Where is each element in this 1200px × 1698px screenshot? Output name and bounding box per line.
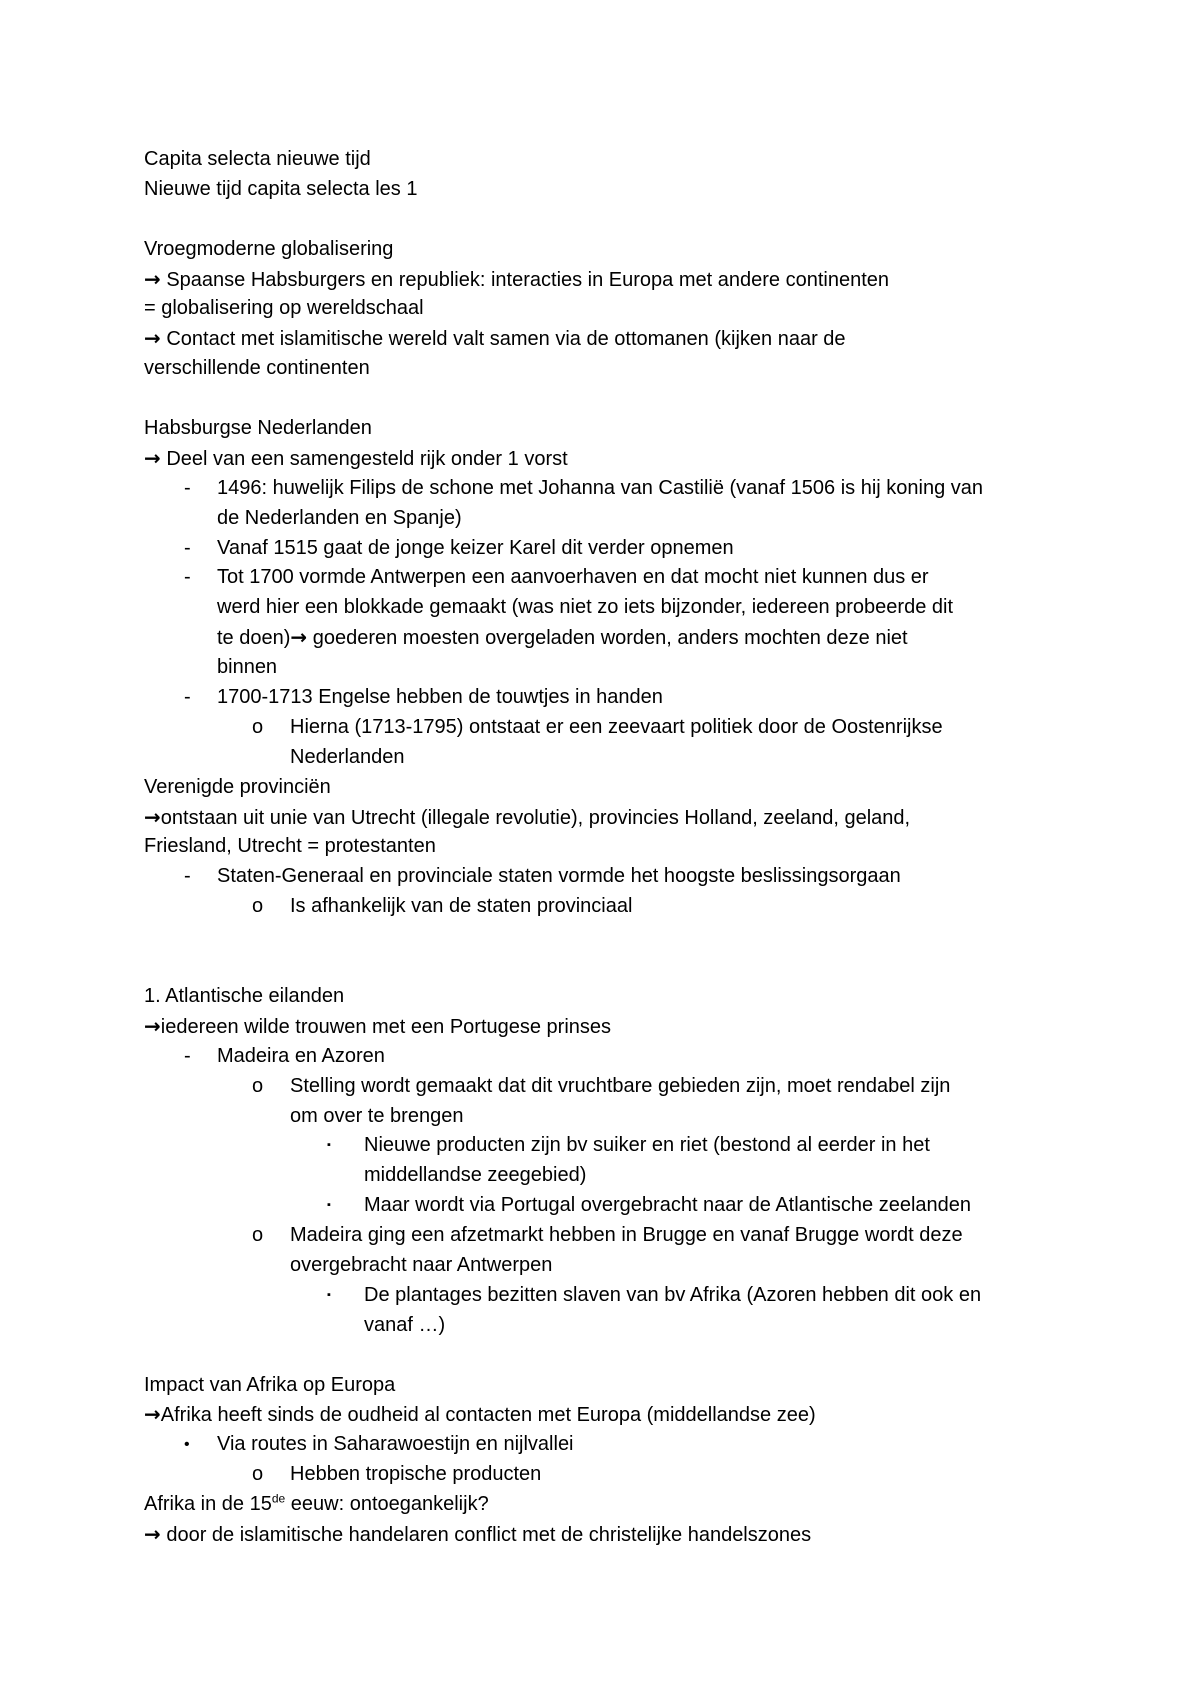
list-item-text: 1496: huwelijk Filips de schone met Johanna van Castilië (vanaf 1506 is hij koning van [217,476,984,499]
dash-bullet-icon: - [184,536,191,559]
blank-line [144,952,1074,982]
list-item [144,862,1074,892]
line-text: Afrika heeft sinds de oudheid al contacten met Europa (middellandse zee) [160,1404,816,1427]
text-line [144,324,1074,354]
line-text: Afrika in de 15 [144,1493,272,1516]
list-item-continuation: Nederlanden [290,745,405,768]
section-heading: 1. Atlantische eilanden [144,984,345,1007]
line-text: iedereen wilde trouwen met een Portugese prinses [160,1015,612,1038]
list-item [144,563,1074,593]
arrow-icon: → [144,266,161,291]
square-bullet-icon: ▪ [327,1288,331,1301]
sub-list-item [144,1221,1074,1251]
dash-bullet-icon: - [184,686,191,709]
list-item-text: Is afhankelijk van de staten provinciaal [290,895,633,918]
list-item-text: Via routes in Saharawoestijn en nijlvallei [217,1433,574,1456]
text-line: Friesland, Utrecht = protestanten [144,835,436,858]
section-heading: Habsburgse Nederlanden [144,417,372,440]
list-item-continuation: middellandse zeegebied) [364,1164,587,1187]
list-item-text: Madeira en Azoren [217,1044,385,1067]
list-item [144,534,1074,564]
list-item-text: Staten-Generaal en provinciale staten vormde het hoogste beslissingsorgaan [217,865,901,888]
line-text: goederen moesten overgeladen worden, anders mochten deze niet [312,627,908,650]
list-item-continuation [144,623,1074,653]
arrow-icon: → [144,804,161,829]
round-bullet-icon: • [184,1436,190,1454]
list-item-text: Maar wordt via Portugal overgebracht naar de Atlantische zeelanden [364,1194,972,1217]
dash-bullet-icon: - [184,865,191,888]
blank-line [144,384,1074,414]
square-bullet-icon: ▪ [327,1199,331,1212]
list-item [144,474,1074,504]
list-item [144,1430,1074,1460]
line-text: te doen) [217,627,291,650]
text-line [144,1012,1074,1042]
dash-bullet-icon: - [184,1044,191,1067]
arrow-icon: → [144,1521,161,1546]
list-item-continuation: om over te brengen [290,1104,464,1127]
list-item-text: Vanaf 1515 gaat de jonge keizer Karel dit verder opnemen [217,536,734,559]
list-item [144,683,1074,713]
superscript: de [271,1491,286,1506]
list-item-text: De plantages bezitten slaven van bv Afrika (Azoren hebben dit ook en [364,1283,982,1306]
doc-subtitle: Nieuwe tijd capita selecta les 1 [144,177,418,200]
circle-bullet-icon: o [252,1074,264,1097]
arrow-icon: → [144,1402,161,1427]
blank-line [144,205,1074,235]
list-item [144,1042,1074,1072]
line-text: Spaanse Habsburgers en republiek: interacties in Europa met andere continenten [166,268,890,291]
section-heading: Vroegmoderne globalisering [144,237,394,260]
line-text: ontstaan uit unie van Utrecht (illegale revolutie), provincies Holland, zeeland, geland, [160,806,911,829]
sub-list-item [144,1460,1074,1490]
circle-bullet-icon: o [252,1224,264,1247]
line-text: Contact met islamitische wereld valt samen via de ottomanen (kijken naar de [166,328,846,351]
sub-sub-list-item [144,1281,1074,1311]
text-line: verschillende continenten [144,357,370,380]
blank-line [144,922,1074,952]
sub-sub-list-item [144,1191,1074,1221]
circle-bullet-icon: o [252,715,264,738]
arrow-icon: → [144,1013,161,1038]
list-item-continuation: vanaf …) [364,1313,446,1336]
square-bullet-icon: ▪ [327,1139,331,1152]
list-item-continuation: werd hier een blokkade gemaakt (was niet zo iets bijzonder, iedereen probeerde dit [217,596,953,619]
text-line [144,1400,1074,1430]
text-line [144,1520,1074,1550]
document-body [144,145,1074,1550]
circle-bullet-icon: o [252,1463,264,1486]
blank-line [144,1341,1074,1371]
list-item-text: Madeira ging een afzetmarkt hebben in Brugge en vanaf Brugge wordt deze [290,1224,963,1247]
sub-list-item [144,892,1074,922]
list-item-text: Hierna (1713-1795) ontstaat er een zeevaart politiek door de Oostenrijkse [290,715,943,738]
list-item-text: Tot 1700 vormde Antwerpen een aanvoerhaven en dat mocht niet kunnen dus er [217,566,929,589]
section-heading: Verenigde provinciën [144,775,331,798]
sub-list-item [144,713,1074,743]
dash-bullet-icon: - [184,476,191,499]
list-item-text: Stelling wordt gemaakt dat dit vruchtbare gebieden zijn, moet rendabel zijn [290,1074,951,1097]
list-item-continuation: de Nederlanden en Spanje) [217,506,462,529]
arrow-icon: → [290,625,308,650]
arrow-icon: → [144,326,161,351]
arrow-icon: → [144,445,161,470]
list-item-text: 1700-1713 Engelse hebben de touwtjes in handen [217,686,663,709]
line-text: eeuw: ontoegankelijk? [285,1493,489,1516]
text-line: = globalisering op wereldschaal [144,297,424,320]
line-text: door de islamitische handelaren conflict met de christelijke handelszones [166,1523,812,1546]
dash-bullet-icon: - [184,566,191,589]
text-line [144,444,1074,474]
text-line [144,803,1074,833]
text-line [144,265,1074,295]
question-line [144,1490,1074,1520]
list-item-text: Nieuwe producten zijn bv suiker en riet (bestond al eerder in het [364,1134,930,1157]
list-item-continuation: binnen [217,656,278,679]
sub-list-item [144,1072,1074,1102]
list-item-continuation: overgebracht naar Antwerpen [290,1253,553,1276]
list-item-text: Hebben tropische producten [290,1463,542,1486]
line-text: Deel van een samengesteld rijk onder 1 vorst [166,447,568,470]
circle-bullet-icon: o [252,895,264,918]
sub-sub-list-item [144,1131,1074,1161]
doc-title: Capita selecta nieuwe tijd [144,148,371,170]
section-heading: Impact van Afrika op Europa [144,1373,396,1396]
